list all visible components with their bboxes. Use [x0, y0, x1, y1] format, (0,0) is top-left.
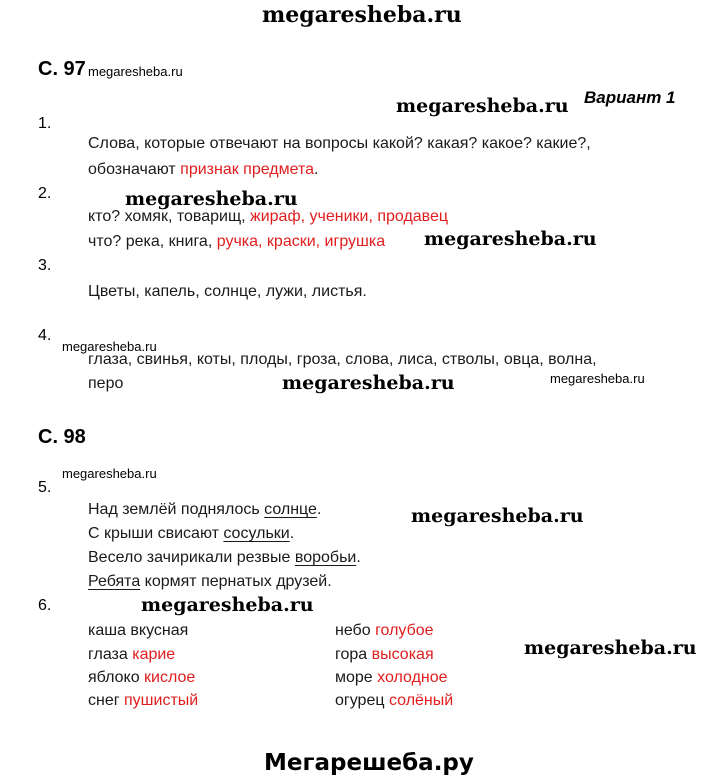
sentence-3-subject: воробьи — [294, 549, 357, 566]
sentence-2-text: С крыши свисают — [88, 525, 224, 542]
pair-left-3 — [88, 669, 195, 687]
watermark-big: megaresheba.ru — [141, 594, 314, 616]
watermark-small: megaresheba.ru — [62, 466, 157, 481]
sentence-2-end: . — [289, 525, 295, 542]
watermark-big: megaresheba.ru — [282, 372, 455, 394]
sentence-2 — [88, 525, 294, 543]
watermark-big: megaresheba.ru — [424, 228, 597, 250]
question-number-5: 5. — [38, 479, 52, 496]
variant-label: Вариант 1 — [584, 88, 676, 107]
sentence-3-text: Весело зачирикали резвые — [88, 549, 295, 566]
sentence-4-text: кормят пернатых друзей. — [140, 573, 332, 590]
sentence-1-text: Над землёй поднялось — [88, 501, 265, 518]
answer-2-line-1 — [88, 208, 448, 226]
section-label-98: С. 98 — [38, 426, 86, 448]
watermark-small: megaresheba.ru — [550, 371, 645, 386]
watermark-big: megaresheba.ru — [411, 505, 584, 527]
pair-adjective: кислое — [144, 669, 196, 686]
pair-right-1 — [335, 622, 434, 640]
pair-adjective: высокая — [371, 646, 434, 663]
question-number-1: 1. — [38, 115, 52, 132]
answer-4-line-2: перо — [88, 375, 124, 392]
answer-4-line-1: глаза, свинья, коты, плоды, гроза, слова, лиса, стволы, овца, волна, — [88, 351, 597, 368]
watermark-big: megaresheba.ru — [396, 95, 569, 117]
pair-left-2 — [88, 646, 175, 664]
answer-3-line-1: Цветы, капель, солнце, лужи, листья. — [88, 283, 367, 300]
watermark-big: megaresheba.ru — [125, 188, 298, 210]
answer-2-what-plain: что? река, книга, — [88, 233, 217, 250]
pair-adjective: пушистый — [124, 692, 199, 709]
footer-title: Мегарешеба.ру — [264, 750, 474, 776]
answer-2-who-red: жираф, ученики, продавец — [250, 208, 449, 225]
pair-noun: снег — [88, 692, 125, 709]
pair-right-2 — [335, 646, 434, 664]
pair-adjective: солёный — [388, 692, 454, 709]
pair-noun: гора — [335, 646, 372, 663]
watermark-small: megaresheba.ru — [88, 64, 183, 79]
pair-noun: каша вкусная — [88, 622, 189, 639]
pair-right-3 — [335, 669, 448, 687]
sentence-1-subject: солнце — [264, 501, 317, 518]
answer-2-who-plain: кто? хомяк, товарищ, — [88, 208, 250, 225]
pair-left-1 — [88, 622, 188, 640]
pair-adjective: голубое — [375, 622, 434, 639]
question-number-3: 3. — [38, 257, 52, 274]
answer-1-end: . — [314, 161, 319, 178]
pair-noun: море — [335, 669, 378, 686]
pair-right-4 — [335, 692, 453, 710]
answer-1-plain: обозначают — [88, 161, 181, 178]
pair-adjective: холодное — [377, 669, 448, 686]
watermark-small: megaresheba.ru — [62, 339, 157, 354]
sentence-3 — [88, 549, 361, 567]
question-number-4: 4. — [38, 327, 52, 344]
pair-adjective: карие — [132, 646, 176, 663]
sentence-1 — [88, 501, 321, 519]
watermark-big: megaresheba.ru — [524, 637, 697, 659]
question-number-6: 6. — [38, 597, 52, 614]
answer-2-what-red: ручка, краски, игрушка — [216, 233, 386, 250]
sentence-4-subject: Ребята — [88, 573, 141, 590]
pair-left-4 — [88, 692, 198, 710]
header-title: megaresheba.ru — [262, 2, 462, 28]
question-number-2: 2. — [38, 185, 52, 202]
answer-1-line-2 — [88, 161, 318, 179]
pair-noun: огурец — [335, 692, 389, 709]
answer-1-line-1: Слова, которые отвечают на вопросы какой? какая? какое? какие?, — [88, 135, 591, 152]
pair-noun: глаза — [88, 646, 133, 663]
section-label-97: С. 97 — [38, 58, 86, 80]
sentence-3-end: . — [356, 549, 361, 566]
sentence-4 — [88, 573, 332, 591]
sentence-2-subject: сосульки — [223, 525, 290, 542]
sentence-1-end: . — [316, 501, 322, 518]
answer-1-highlight: признак предмета — [180, 161, 315, 178]
pair-noun: яблоко — [88, 669, 145, 686]
pair-noun: небо — [335, 622, 376, 639]
answer-2-line-2 — [88, 233, 385, 251]
